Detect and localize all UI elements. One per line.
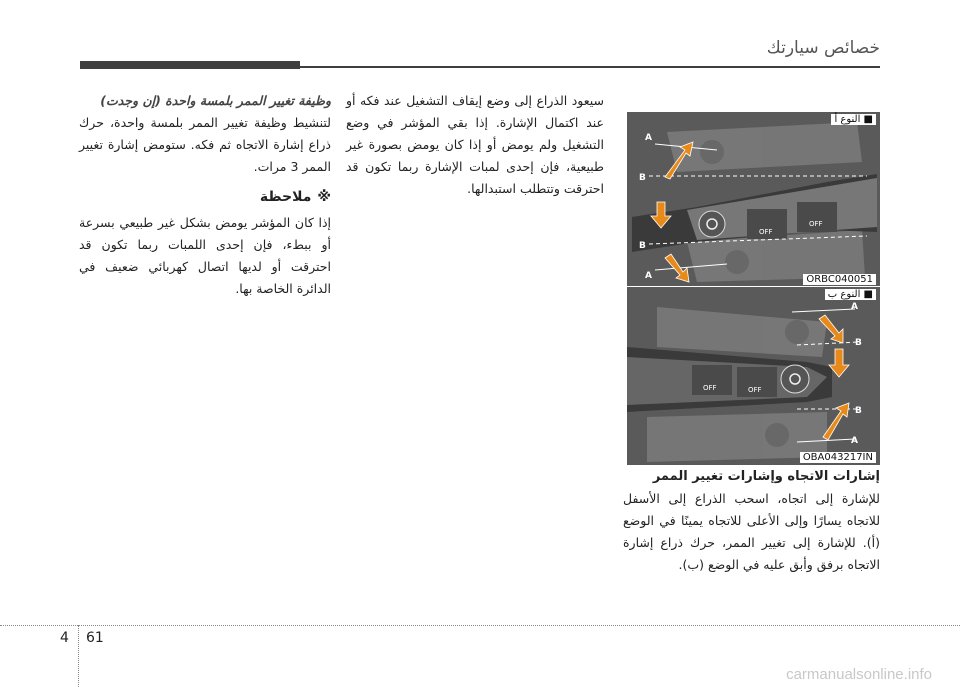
off-label: OFF bbox=[759, 228, 773, 236]
right-column bbox=[623, 466, 880, 576]
figure-b-code: OBA043217IN bbox=[800, 452, 876, 463]
footer-rule bbox=[0, 625, 960, 626]
turn-signals-body: للإشارة إلى اتجاه، اسحب الذراع إلى الأسفل للاتجاه يسارًا وإلى الأعلى للاتجاه يمينًا في الوضع (أ). للإشارة إلى تغيير الممر، حرك ذراع إشارة الاتجاه برفق وأبق عليه في الوضع (ب). bbox=[623, 491, 880, 572]
marker-b-bottom: B bbox=[639, 241, 646, 251]
turn-signal-lever-illustration-b bbox=[627, 287, 880, 465]
marker-b-top: B bbox=[639, 173, 646, 183]
note-symbol-icon: ※ bbox=[317, 189, 331, 205]
marker-a-bottom: A bbox=[851, 436, 858, 446]
middle-column bbox=[346, 90, 604, 200]
one-touch-body: لتنشيط وظيفة تغيير الممر بلمسة واحدة، حرك ذراع إشارة الاتجاه ثم فكه. ستومض إشارة تغيير الممر 3 مرات. bbox=[79, 115, 331, 174]
marker-a-top: A bbox=[851, 302, 858, 312]
figure-a-code: ORBC040051 bbox=[803, 274, 876, 285]
chapter-number: 4 bbox=[60, 630, 69, 646]
turn-signals-heading: إشارات الاتجاه وإشارات تغيير الممر bbox=[652, 469, 880, 484]
left-column bbox=[79, 90, 331, 300]
marker-b-bottom: B bbox=[855, 406, 862, 416]
turn-signal-lever-illustration-a bbox=[627, 112, 880, 287]
page-number: 61 bbox=[86, 630, 104, 646]
note-title bbox=[79, 186, 331, 208]
figure-a-label: ■ النوع أ bbox=[831, 114, 876, 125]
marker-a-bottom: A bbox=[645, 271, 652, 281]
watermark: carmanualsonline.info bbox=[786, 666, 932, 683]
off-label: OFF bbox=[748, 386, 762, 394]
lever-return-body: سيعود الذراع إلى وضع إيقاف التشغيل عند فكه أو عند اكتمال الإشارة. إذا بقي المؤشر في وضع التشغيل ولم يومض أو إذا كان يومض بصورة غير طبيعية، فإن إحدى لمبات الإشارة ربما تكون قد احترقت وتتطلب استبدالها. bbox=[346, 93, 604, 196]
figure-type-b bbox=[627, 287, 880, 465]
figure-b-label: ■ النوع ب bbox=[825, 289, 876, 300]
one-touch-heading: وظيفة تغيير الممر بلمسة واحدة (إن وجدت) bbox=[100, 93, 331, 108]
section-title: خصائص سيارتك bbox=[766, 38, 880, 58]
figure-type-a bbox=[627, 112, 880, 287]
off-label: OFF bbox=[809, 220, 823, 228]
header-bar bbox=[80, 61, 300, 69]
footer-divider bbox=[78, 625, 79, 687]
note-body: إذا كان المؤشر يومض بشكل غير طبيعي بسرعة أو ببطء، فإن إحدى اللمبات ربما تكون قد احترقت أو لديها اتصال كهربائي ضعيف في الدائرة الخاصة بها. bbox=[79, 215, 331, 296]
marker-b-top: B bbox=[855, 338, 862, 348]
note-label: ملاحظة bbox=[259, 189, 312, 205]
marker-a-top: A bbox=[645, 133, 652, 143]
off-label: OFF bbox=[703, 384, 717, 392]
